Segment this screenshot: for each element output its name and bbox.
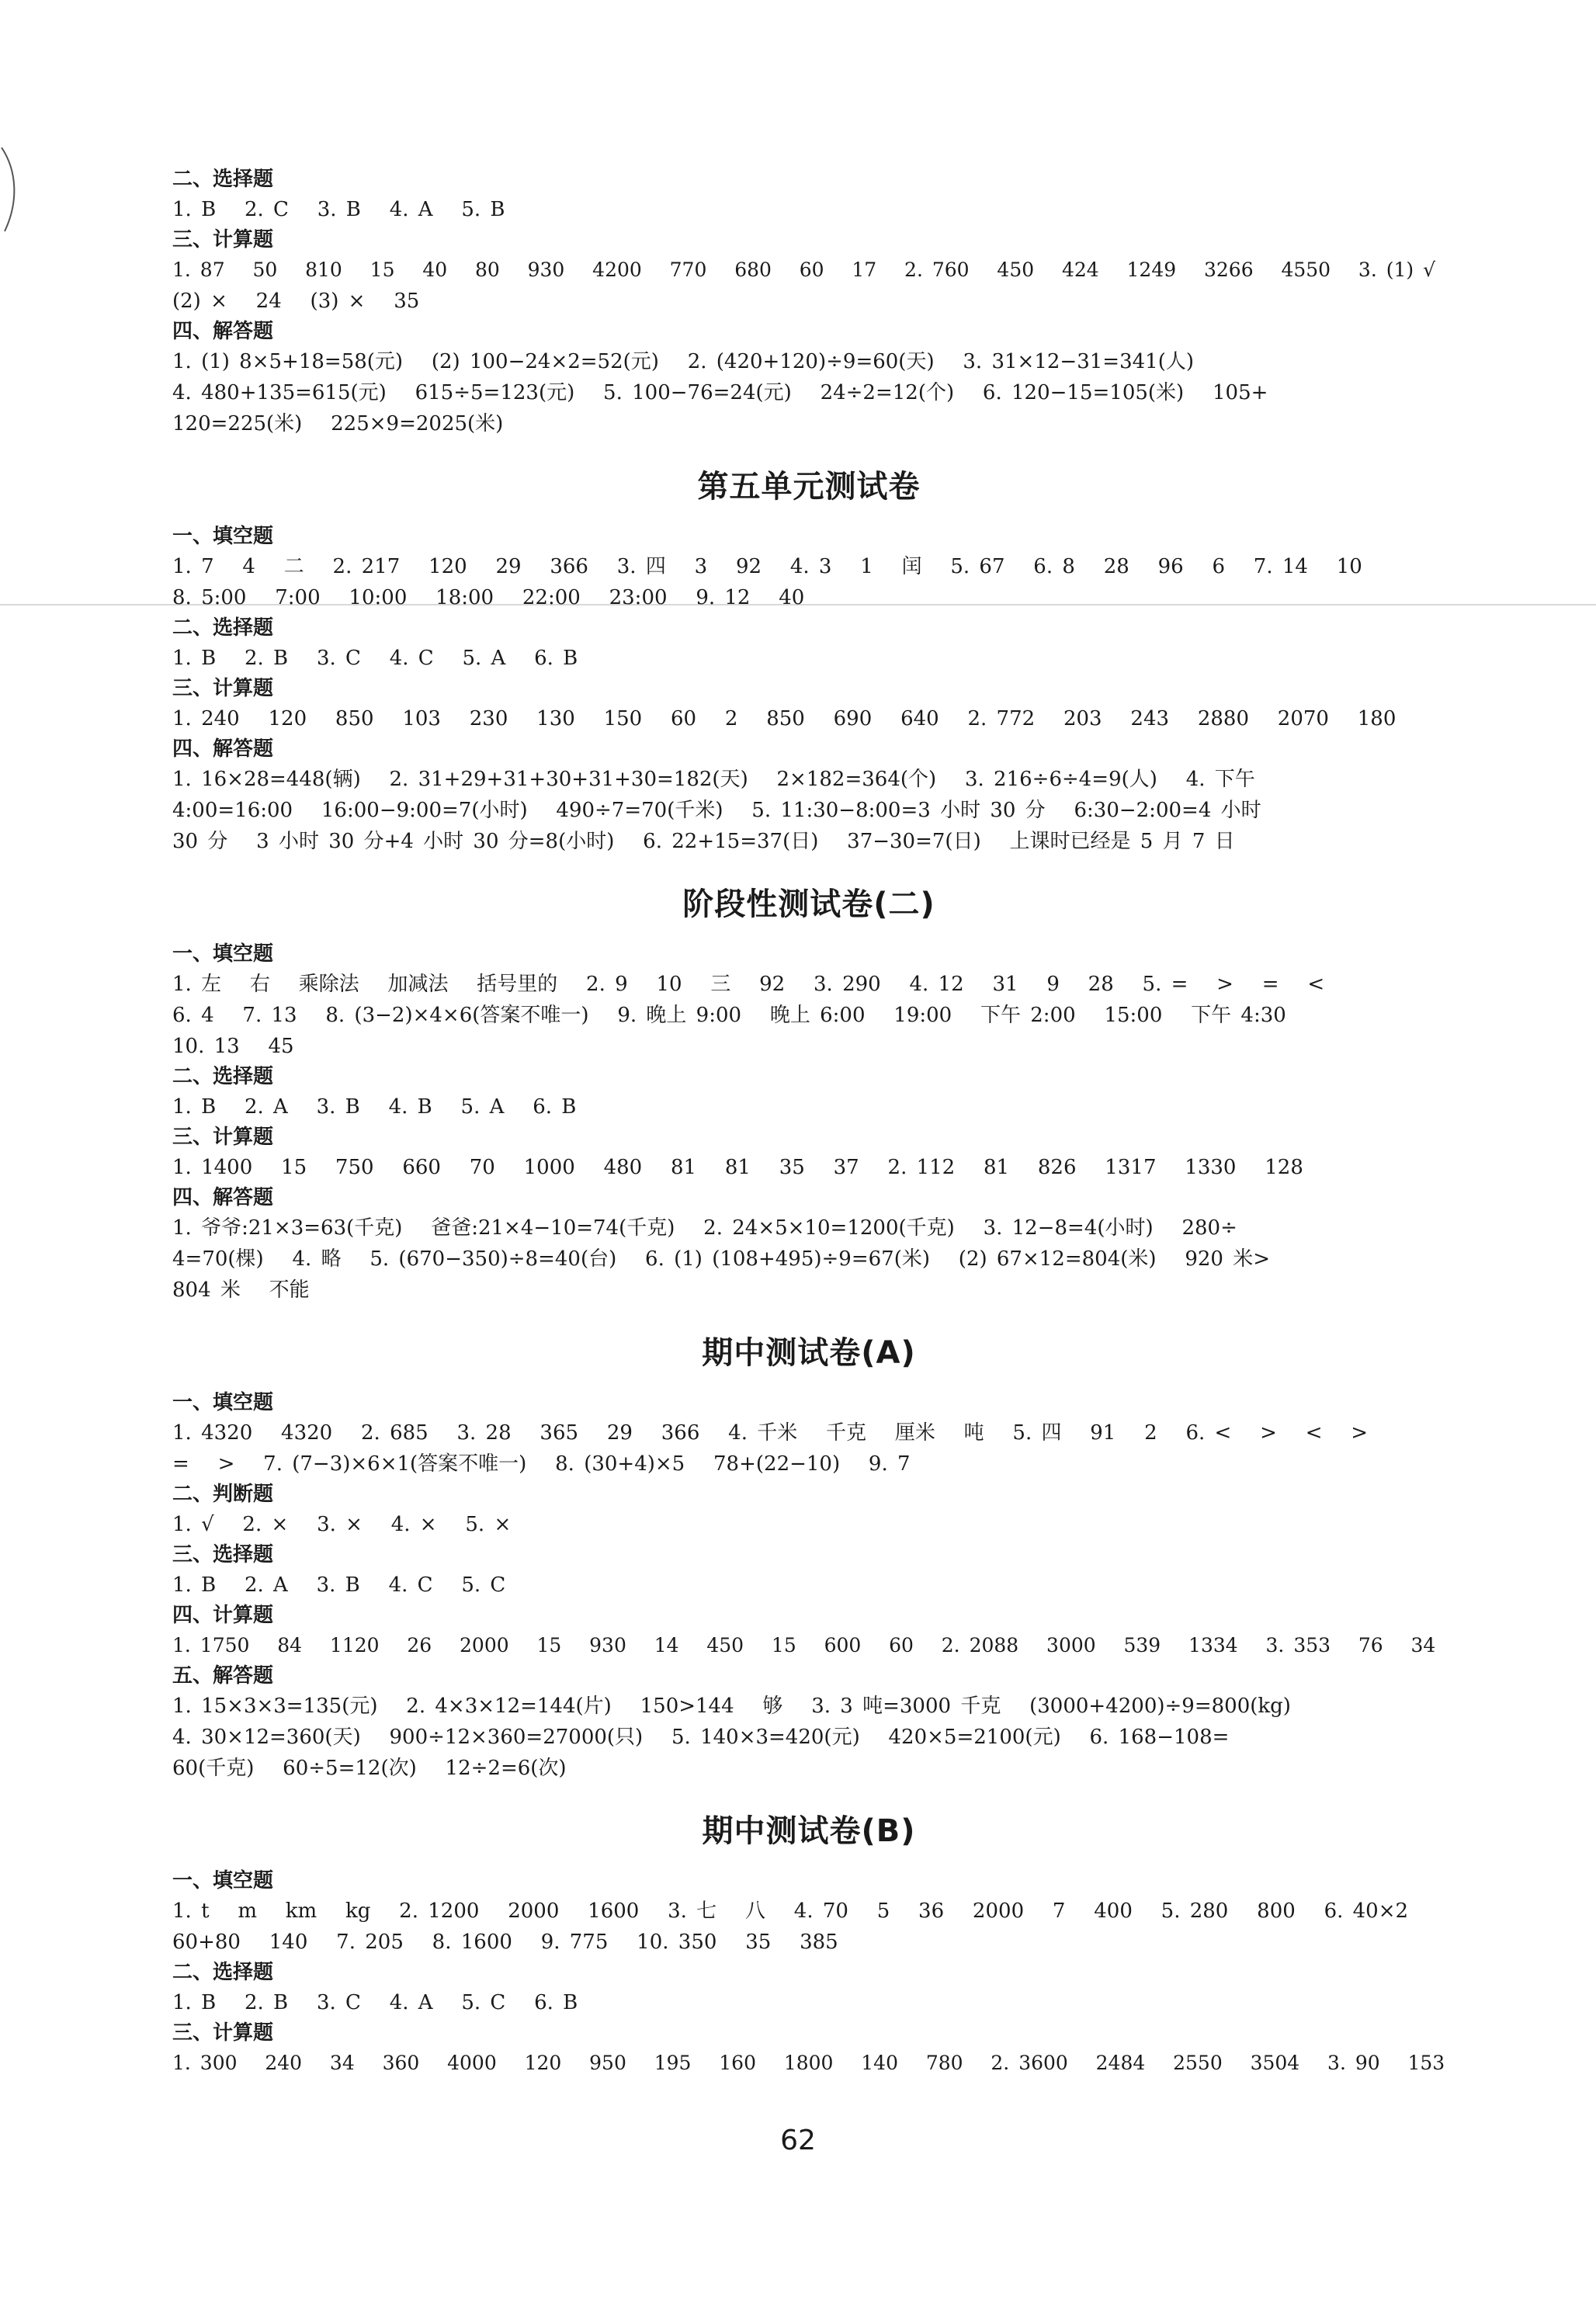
section-heading: 三、计算题 [172, 677, 274, 700]
answer-line: (2) × 24 (3) × 35 [172, 290, 420, 313]
question-section [172, 1183, 1445, 1306]
answer-line: 4=70(棵) 4. 略 5. (670−350)÷8=40(台) 6. (1) (108+495)÷9=67(米) (2) 67×12=804(米) 920 米> [172, 1247, 1271, 1271]
question-section [172, 1958, 1445, 2018]
test-block [172, 885, 1445, 1306]
answer-line: 10. 13 45 [172, 1035, 294, 1058]
question-section [172, 522, 1445, 613]
section-heading: 二、选择题 [172, 168, 274, 191]
section-heading: 三、选择题 [172, 1543, 274, 1566]
section-heading: 一、填空题 [172, 1869, 274, 1892]
section-heading: 四、解答题 [172, 737, 274, 761]
answer-line: 4. 480+135=615(元) 615÷5=123(元) 5. 100−76=24(元) 24÷2=12(个) 6. 120−15=105(米) 105+ [172, 381, 1268, 404]
answer-line: 4:00=16:00 16:00−9:00=7(小时) 490÷7=70(千米) 5. 11:30−8:00=3 小时 30 分 6:30−2:00=4 小时 [172, 799, 1261, 822]
answer-line: 1. t m km kg 2. 1200 2000 1600 3. 七 八 4. 70 5 36 2000 7 400 5. 280 800 6. 40×2 [172, 1899, 1409, 1923]
test-title: 期中测试卷(B) [702, 1813, 916, 1849]
section-heading: 三、计算题 [172, 2021, 274, 2045]
answer-line: 4. 30×12=360(天) 900÷12×360=27000(只) 5. 140×3=420(元) 420×5=2100(元) 6. 168−108= [172, 1726, 1230, 1749]
answer-line: = > 7. (7−3)×6×1(答案不唯一) 8. (30+4)×5 78+(22−10) 9. 7 [172, 1452, 911, 1476]
answer-line: 1. √ 2. × 3. × 4. × 5. × [172, 1513, 512, 1536]
answer-key-page [172, 165, 1445, 2079]
section-heading: 四、解答题 [172, 1186, 274, 1209]
answer-line: 6. 4 7. 13 8. (3−2)×4×6(答案不唯一) 9. 晚上 9:00 晚上 6:00 19:00 下午 2:00 15:00 下午 4:30 [172, 1004, 1286, 1027]
test-title: 阶段性测试卷(二) [682, 886, 935, 922]
answer-line: 1. (1) 8×5+18=58(元) (2) 100−24×2=52(元) 2. (420+120)÷9=60(天) 3. 31×12−31=341(人) [172, 350, 1194, 373]
page-number: 62 [780, 2125, 816, 2156]
section-heading: 四、计算题 [172, 1604, 274, 1627]
answer-line: 120=225(米) 225×9=2025(米) [172, 412, 504, 435]
question-section [172, 1661, 1445, 1784]
test-title: 期中测试卷(A) [702, 1335, 916, 1371]
section-heading: 一、填空题 [172, 942, 274, 966]
question-section [172, 1540, 1445, 1601]
question-section [172, 613, 1445, 674]
test-block [172, 1334, 1445, 1784]
question-section [172, 1866, 1445, 1958]
question-section [172, 939, 1445, 1062]
answer-line: 1. 1400 15 750 660 70 1000 480 81 81 35 37 2. 112 81 826 1317 1330 128 [172, 1156, 1303, 1179]
section-heading: 三、计算题 [172, 1126, 274, 1149]
answer-line: 60+80 140 7. 205 8. 1600 9. 775 10. 350 35 385 [172, 1931, 838, 1954]
answer-line: 1. 7 4 二 2. 217 120 29 366 3. 四 3 92 4. 3 1 闰 5. 67 6. 8 28 96 6 7. 14 10 [172, 555, 1362, 578]
section-heading: 二、判断题 [172, 1483, 274, 1506]
answer-line: 1. 240 120 850 103 230 130 150 60 2 850 690 640 2. 772 203 243 2880 2070 180 [172, 707, 1396, 730]
section-heading: 四、解答题 [172, 320, 274, 343]
question-section [172, 2018, 1445, 2079]
test-block [172, 467, 1445, 857]
section-heading: 二、选择题 [172, 1961, 274, 1984]
question-section [172, 1601, 1445, 1661]
question-section [172, 1388, 1445, 1480]
question-section [172, 1122, 1445, 1183]
question-section [172, 734, 1445, 857]
question-section [172, 317, 1445, 439]
answer-line: 1. 87 50 810 15 40 80 930 4200 770 680 60 17 2. 760 450 424 1249 3266 4550 3. (1) √ [172, 258, 1436, 281]
test-title: 第五单元测试卷 [697, 469, 921, 505]
page-edge-curve [0, 147, 23, 233]
answer-line: 1. B 2. A 3. B 4. B 5. A 6. B [172, 1095, 577, 1119]
question-section [172, 1480, 1445, 1540]
answer-line: 1. B 2. B 3. C 4. A 5. C 6. B [172, 1991, 578, 2014]
question-section [172, 1062, 1445, 1122]
test-block [172, 1812, 1445, 2079]
section-heading: 五、解答题 [172, 1664, 274, 1688]
answer-line: 1. 15×3×3=135(元) 2. 4×3×12=144(片) 150>144 够 3. 3 吨=3000 千克 (3000+4200)÷9=800(kg) [172, 1695, 1291, 1718]
section-heading: 二、选择题 [172, 616, 274, 640]
answer-line: 1. 16×28=448(辆) 2. 31+29+31+30+31+30=182(天) 2×182=364(个) 3. 216÷6÷4=9(人) 4. 下午 [172, 768, 1255, 791]
section-heading: 一、填空题 [172, 525, 274, 548]
answer-line: 30 分 3 小时 30 分+4 小时 30 分=8(小时) 6. 22+15=37(日) 37−30=7(日) 上课时已经是 5 月 7 日 [172, 830, 1235, 853]
answer-line: 1. B 2. C 3. B 4. A 5. B [172, 198, 505, 221]
question-section [172, 225, 1445, 317]
question-section [172, 674, 1445, 734]
answer-line: 804 米 不能 [172, 1278, 310, 1302]
answer-line: 8. 5:00 7:00 10:00 18:00 22:00 23:00 9. 12 40 [172, 586, 805, 609]
section-heading: 二、选择题 [172, 1065, 274, 1088]
question-section [172, 165, 1445, 225]
answer-line: 1. B 2. A 3. B 4. C 5. C [172, 1573, 506, 1597]
answer-line: 1. 1750 84 1120 26 2000 15 930 14 450 15 600 60 2. 2088 3000 539 1334 3. 353 76 34 [172, 1634, 1436, 1657]
answer-line: 1. 爷爷:21×3=63(千克) 爸爸:21×4−10=74(千克) 2. 24×5×10=1200(千克) 3. 12−8=4(小时) 280÷ [172, 1216, 1237, 1240]
answer-line: 1. 左 右 乘除法 加减法 括号里的 2. 9 10 三 92 3. 290 4. 12 31 9 28 5. = > = < [172, 973, 1325, 996]
answer-line: 1. 300 240 34 360 4000 120 950 195 160 1800 140 780 2. 3600 2484 2550 3504 3. 90 153 [172, 2052, 1445, 2074]
answer-line: 60(千克) 60÷5=12(次) 12÷2=6(次) [172, 1757, 567, 1780]
answer-line: 1. 4320 4320 2. 685 3. 28 365 29 366 4. 千米 千克 厘米 吨 5. 四 91 2 6. < > < > [172, 1421, 1369, 1445]
section-heading: 三、计算题 [172, 228, 274, 252]
answer-line: 1. B 2. B 3. C 4. C 5. A 6. B [172, 647, 578, 670]
section-heading: 一、填空题 [172, 1391, 274, 1414]
test-block [172, 165, 1445, 439]
